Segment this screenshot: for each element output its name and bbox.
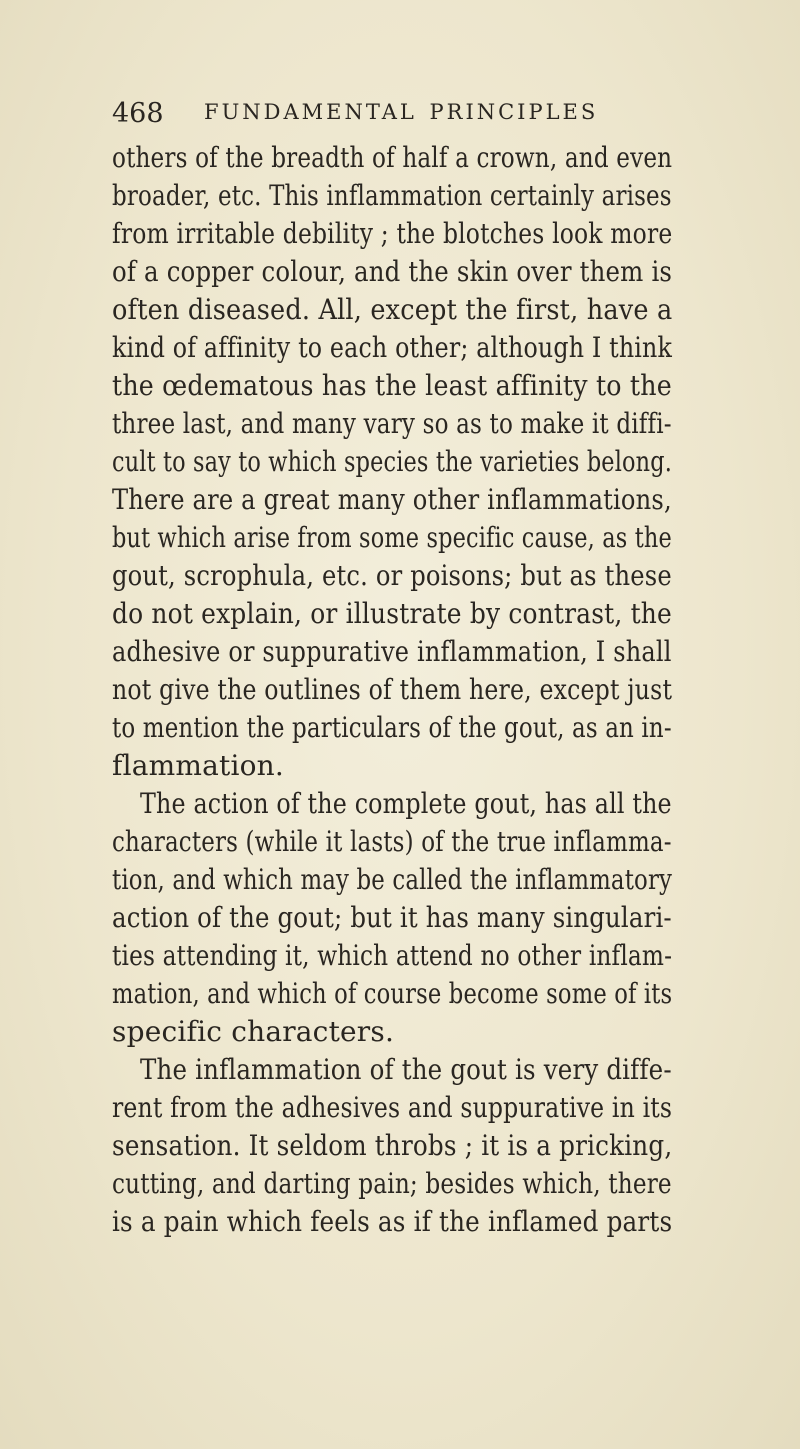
text-line: three last, and many vary so as to make it diffi- [112, 407, 672, 440]
text-line: There are a great many other inflammations, [112, 483, 672, 516]
text-line: the œdematous has the least affinity to the [112, 369, 672, 402]
text-line: tion, and which may be called the inflammatory [112, 863, 673, 896]
text-line: cult to say to which species the varieties belong. [112, 445, 672, 478]
text-line: is a pain which feels as if the inflamed parts [112, 1205, 673, 1238]
text-line: broader, etc. This inflammation certainly arises [112, 179, 672, 212]
text-line: to mention the particulars of the gout, as an in- [112, 711, 672, 744]
text-line: sensation. It seldom throbs ; it is a pricking, [112, 1129, 673, 1162]
text-line: characters (while it lasts) of the true inflamma- [112, 825, 672, 858]
text-line: do not explain, or illustrate by contrast, the [112, 597, 672, 630]
running-title: FUNDAMENTAL PRINCIPLES [204, 100, 599, 124]
text-line: mation, and which of course become some of its [112, 977, 673, 1010]
text-line: but which arise from some specific cause, as the [112, 521, 672, 554]
text-line: flammation. [112, 749, 285, 782]
text-line: rent from the adhesives and suppurative in its [112, 1091, 673, 1124]
text-line: adhesive or suppurative inflammation, I shall [112, 635, 672, 668]
text-line: others of the breadth of half a crown, and even [112, 141, 673, 174]
text-line: ties attending it, which attend no other inflam- [112, 939, 673, 972]
text-line: specific characters. [112, 1015, 395, 1048]
text-line: The action of the complete gout, has all the [140, 787, 672, 820]
page-number: 468 [112, 98, 164, 129]
text-line: action of the gout; but it has many singulari- [112, 901, 672, 934]
text-line: of a copper colour, and the skin over them is [112, 255, 673, 288]
text-line: kind of affinity to each other; although I think [112, 331, 673, 364]
text-line: cutting, and darting pain; besides which, there [112, 1167, 672, 1200]
page-header [112, 98, 752, 138]
text-line: The inflammation of the gout is very diffe- [140, 1053, 672, 1086]
text-line: not give the outlines of them here, except just [112, 673, 673, 706]
text-line: often diseased. All, except the first, have a [112, 293, 673, 326]
text-line: from irritable debility ; the blotches look more [112, 217, 673, 250]
text-line: gout, scrophula, etc. or poisons; but as these [112, 559, 672, 592]
